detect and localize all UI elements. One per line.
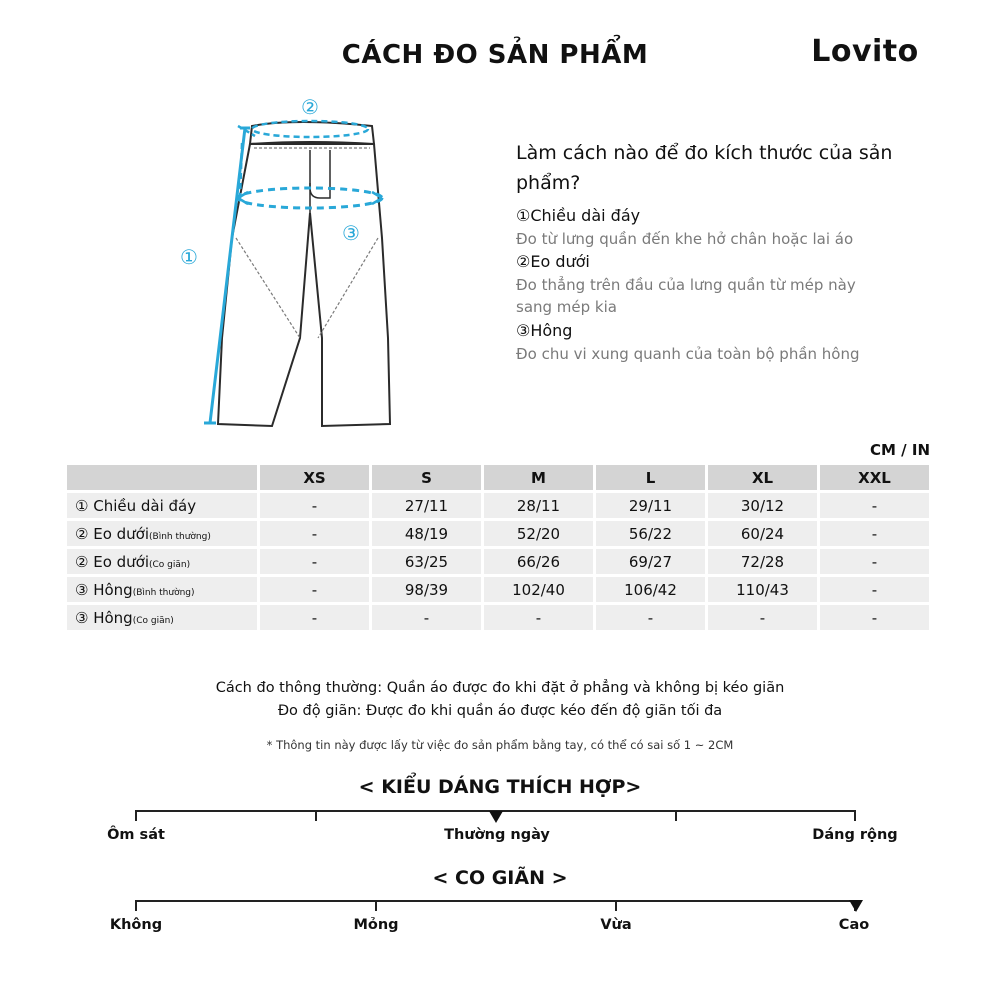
table-row: [67, 493, 929, 518]
size-header: S: [372, 465, 481, 490]
table-cell: -: [260, 605, 369, 630]
guide-item-3-desc: Đo chu vi xung quanh của toàn bộ phần hông: [516, 345, 860, 363]
table-cell: 28/11: [484, 493, 593, 518]
table-corner: [67, 465, 257, 490]
table-row: [67, 521, 929, 546]
table-cell: -: [260, 521, 369, 546]
label-1: ①: [180, 245, 198, 269]
table-cell: -: [820, 521, 929, 546]
guide-item-2-desc: Đo thẳng trên đầu của lưng quần từ mép này sang mép kia: [516, 276, 856, 316]
size-header: XXL: [820, 465, 929, 490]
fit-tick: [315, 810, 317, 821]
table-cell: 106/42: [596, 577, 705, 602]
table-cell: 60/24: [708, 521, 817, 546]
table-cell: 98/39: [372, 577, 481, 602]
fit-title: < KIỂU DÁNG THÍCH HỢP>: [358, 776, 642, 798]
label-3: ③: [342, 221, 360, 245]
table-cell: 66/26: [484, 549, 593, 574]
table-cell: -: [596, 605, 705, 630]
fit-label-tight: Ôm sát: [107, 827, 165, 843]
note-stretch: Đo độ giãn: Được đo khi quần áo được kéo đến độ giãn tối đa: [277, 703, 723, 719]
page-title: CÁCH ĐO SẢN PHẨM: [341, 40, 649, 70]
row-label: ① Chiều dài đáy: [67, 493, 257, 518]
guide-item-1-heading: ①Chiều dài đáy: [516, 206, 641, 225]
table-cell: -: [820, 493, 929, 518]
table-cell: -: [820, 549, 929, 574]
table-cell: -: [372, 605, 481, 630]
stretch-label-medium: Vừa: [600, 917, 632, 933]
guide-item-2-heading: ②Eo dưới: [516, 252, 590, 271]
pants-diagram: [160, 88, 420, 433]
stretch-label-none: Không: [109, 917, 163, 933]
size-table: [64, 462, 932, 633]
table-cell: 69/27: [596, 549, 705, 574]
stretch-scale-line: [136, 900, 856, 902]
stretch-title: < CO GIÃN >: [432, 867, 568, 889]
pants-body: [218, 144, 390, 426]
size-header: M: [484, 465, 593, 490]
row-label: ③ Hông(Bình thường): [67, 577, 257, 602]
label-2: ②: [301, 95, 319, 119]
fit-tick: [675, 810, 677, 821]
size-header: XS: [260, 465, 369, 490]
table-cell: 27/11: [372, 493, 481, 518]
table-cell: -: [820, 577, 929, 602]
table-cell: -: [708, 605, 817, 630]
guide-item-3-heading: ③Hông: [516, 321, 573, 340]
table-cell: 63/25: [372, 549, 481, 574]
table-cell: 48/19: [372, 521, 481, 546]
table-cell: 72/28: [708, 549, 817, 574]
table-cell: 110/43: [708, 577, 817, 602]
guide-item-1-desc: Đo từ lưng quần đến khe hở chân hoặc lai áo: [516, 230, 854, 248]
table-cell: 56/22: [596, 521, 705, 546]
unit-label: CM / IN: [870, 441, 930, 459]
disclaimer: * Thông tin này được lấy từ việc đo sản phẩm bằng tay, có thể có sai số 1 ~ 2CM: [266, 738, 734, 752]
table-cell: 30/12: [708, 493, 817, 518]
table-cell: 29/11: [596, 493, 705, 518]
table-row: [67, 549, 929, 574]
size-header: L: [596, 465, 705, 490]
fit-tick: [854, 810, 856, 821]
table-cell: -: [260, 493, 369, 518]
size-header: XL: [708, 465, 817, 490]
table-header-row: [67, 465, 929, 490]
stretch-tick: [375, 900, 377, 911]
fit-label-regular: Thường ngày: [444, 827, 550, 843]
row-label: ③ Hông(Co giãn): [67, 605, 257, 630]
fit-tick: [135, 810, 137, 821]
stretch-marker-icon: [849, 900, 863, 912]
row-label: ② Eo dưới(Co giãn): [67, 549, 257, 574]
brand-logo: Lovito: [811, 34, 919, 69]
table-cell: -: [820, 605, 929, 630]
stretch-label-high: Cao: [838, 917, 870, 933]
stretch-label-thin: Mỏng: [353, 917, 399, 933]
table-cell: -: [260, 549, 369, 574]
stretch-tick: [135, 900, 137, 911]
table-cell: 52/20: [484, 521, 593, 546]
fit-marker-icon: [489, 811, 503, 823]
note-normal: Cách đo thông thường: Quần áo được đo khi đặt ở phẳng và không bị kéo giãn: [215, 680, 785, 696]
table-cell: -: [484, 605, 593, 630]
stretch-tick: [615, 900, 617, 911]
guide-question: Làm cách nào để đo kích thước của sản phẩm?: [516, 142, 893, 194]
fit-label-loose: Dáng rộng: [812, 827, 898, 843]
row-label: ② Eo dưới(Bình thường): [67, 521, 257, 546]
table-row: [67, 577, 929, 602]
table-cell: -: [260, 577, 369, 602]
table-cell: 102/40: [484, 577, 593, 602]
table-row: [67, 605, 929, 630]
